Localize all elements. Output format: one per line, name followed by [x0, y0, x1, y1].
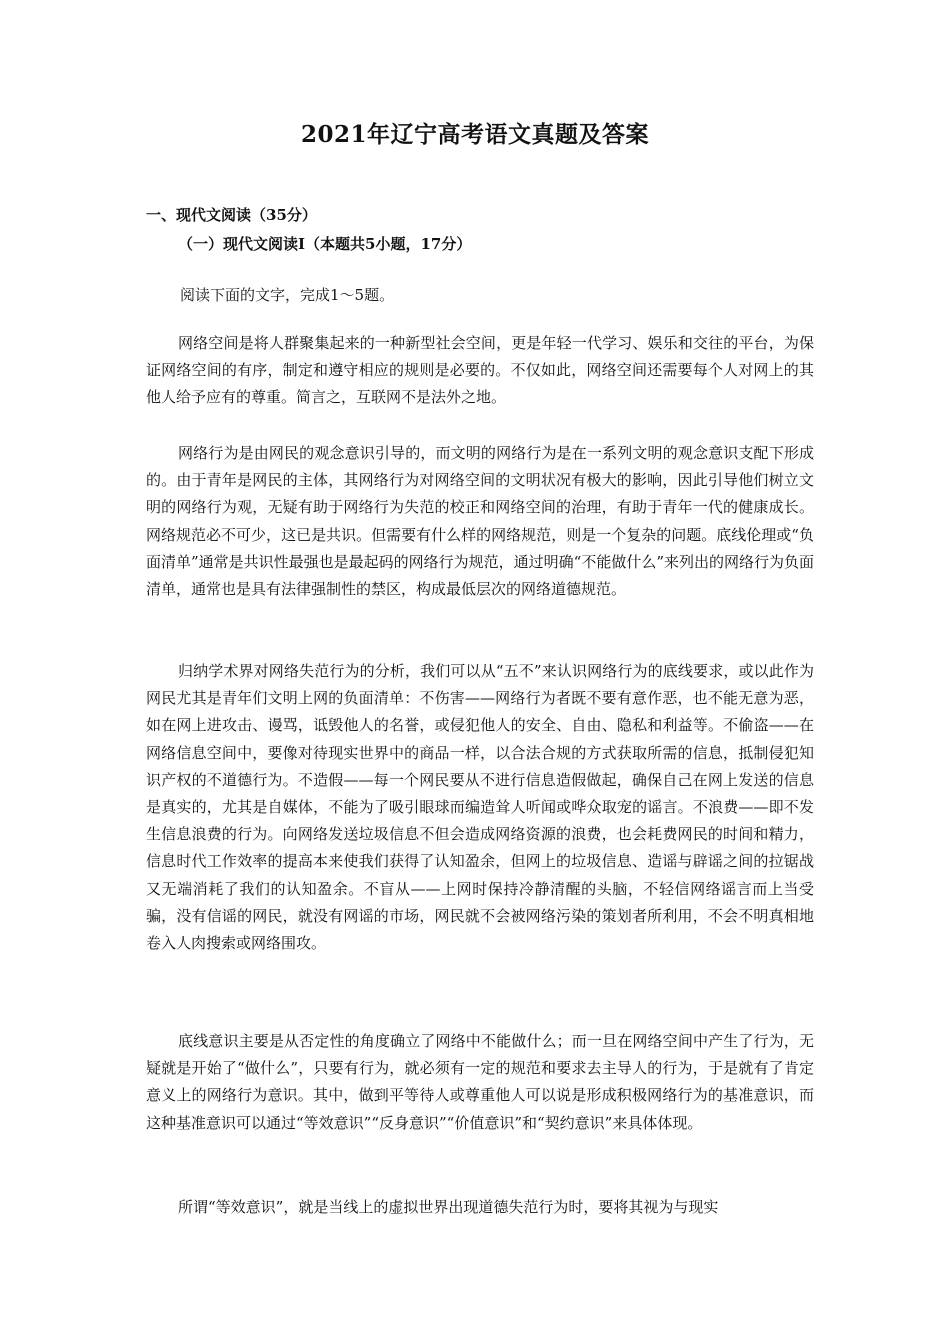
paragraph: 底线意识主要是从否定性的角度确立了网络中不能做什么；而一旦在网络空间中产生了行为，无疑就是开始了“做什么”，只要有行为，就必须有一定的规范和要求去主导人的行为，于是就有了肯定意义上的网络行为意识。其中，做到平等待人或尊重他人可以说是形成积极网络行为的基准意识，而这种基准意识可以通过“等效意识”“反身意识”“价值意识”和“契约意识”来具体体现。 [146, 1032, 814, 1132]
paragraph: 网络行为是由网民的观念意识引导的，而文明的网络行为是在一系列文明的观念意识支配下形成的。由于青年是网民的主体，其网络行为对网络空间的文明状况有极大的影响，因此引导他们树立文明的网络行为观，无疑有助于网络行为失范的校正和网络空间的治理，有助于青年一代的健康成长。网络规范必不可少，这已是共识。但需要有什么样的网络规范，则是一个复杂的问题。底线伦理或“负面清单”通常是共识性最强也是最起码的网络行为规范，通过明确“不能做什么”来列出的网络行为负面清单，通常也是具有法律强制性的禁区，构成最低层次的网络道德规范。 [146, 444, 815, 599]
reading-instruction: 阅读下面的文字，完成1～5题。 [180, 286, 395, 304]
paragraph: 网络空间是将人群聚集起来的一种新型社会空间，更是年轻一代学习、娱乐和交往的平台，为保证网络空间的有序，制定和遵守相应的规则是必要的。不仅如此，网络空间还需要每个人对网上的其他人给予应有的尊重。简言之，互联网不是法外之地。 [146, 334, 814, 407]
section-heading: 一、现代文阅读（35分） [146, 206, 317, 224]
subsection-heading: （一）现代文阅读Ⅰ（本题共5小题，17分） [178, 235, 472, 253]
document-title: 2021年辽宁高考语文真题及答案 [300, 121, 649, 148]
paragraph: 所谓“等效意识”，就是当线上的虚拟世界出现道德失范行为时，要将其视为与现实 [178, 1198, 719, 1216]
paragraph: 归纳学术界对网络失范行为的分析，我们可以从“五不”来认识网络行为的底线要求，或以此作为网民尤其是青年们文明上网的负面清单：不伤害——网络行为者既不要有意作恶，也不能无意为恶，如在网上进攻击、谩骂，诋毁他人的名誉，或侵犯他人的安全、自由、隐私和利益等。不偷盗——在网络信息空间中，要像对待现实世界中的商品一样，以合法合规的方式获取所需的信息，抵制侵犯知识产权的不道德行为。不造假——每一个网民要从不进行信息造假做起，确保自己在网上发送的信息是真实的，尤其是自媒体，不能为了吸引眼球而编造耸人听闻或哗众取宠的谣言。不浪费——即不发生信息浪费的行为。向网络发送垃圾信息不但会造成网络资源的浪费，也会耗费网民的时间和精力，信息时代工作效率的提高本来使我们获得了认知盈余，但网上的垃圾信息、造谣与辟谣之间的拉锯战又无端消耗了我们的认知盈余。不盲从——上网时保持冷静清醒的头脑，不轻信网络谣言而上当受骗，没有信谣的网民，就没有网谣的市场，网民就不会被网络污染的策划者所利用，不会不明真相地卷入人肉搜索或网络围攻。 [146, 662, 814, 953]
